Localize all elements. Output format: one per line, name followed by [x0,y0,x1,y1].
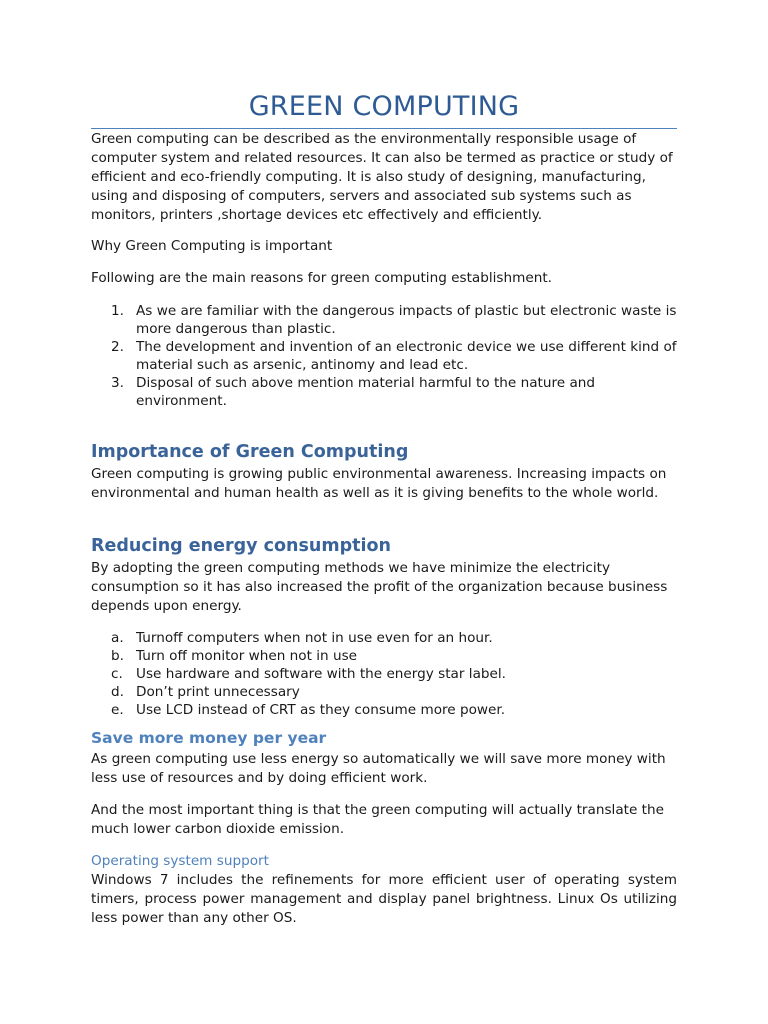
list-item-text: Use hardware and software with the energy star label. [136,666,506,682]
money-paragraph-1: As green computing use less energy so automatically we will save more money with less use of resources and by doing efficient work. [91,751,666,786]
list-item-text: The development and invention of an electronic device we use different kind of material such as arsenic, antinomy and lead etc. [136,339,677,373]
list-marker: 1. [111,303,124,319]
energy-paragraph: By adopting the green computing methods we have minimize the electricity consumption so it has also increased the profit of the organization because business depends upon energy. [91,560,668,614]
list-marker: b. [111,648,124,664]
list-item-text: Use LCD instead of CRT as they consume more power. [136,702,506,718]
list-item-text: Disposal of such above mention material harmful to the nature and environment. [136,375,596,409]
list-item [91,683,677,701]
title-underline [91,128,677,129]
list-item-text: Don’t print unnecessary [136,684,300,700]
list-item [91,374,677,410]
list-item-text: Turnoff computers when not in use even for an hour. [136,630,493,646]
list-marker: 3. [111,375,124,391]
why-heading: Why Green Computing is important [91,238,333,254]
list-marker: a. [111,630,124,646]
os-heading: Operating system support [91,853,269,869]
importance-paragraph: Green computing is growing public environmental awareness. Increasing impacts on environmental and human health as well as it is giving benefits to the whole world. [91,466,667,501]
money-paragraph-2: And the most important thing is that the green computing will actually translate the much lower carbon dioxide emission. [91,802,664,837]
os-paragraph: Windows 7 includes the refinements for more efficient user of operating system timers, process power management and display panel brightness. Linux Os utilizing less power than any other OS. [91,872,677,926]
energy-tips-list [91,629,677,719]
list-marker: c. [111,666,123,682]
list-item-text: Turn off monitor when not in use [136,648,358,664]
list-item [91,647,677,665]
list-item [91,701,677,719]
list-marker: 2. [111,339,124,355]
list-item [91,338,677,374]
page-title: GREEN COMPUTING [248,91,520,122]
list-item [91,629,677,647]
reasons-list [91,302,677,410]
following-paragraph: Following are the main reasons for green computing establishment. [91,270,553,286]
list-marker: e. [111,702,124,718]
money-heading: Save more money per year [91,729,327,747]
intro-paragraph: Green computing can be described as the environmentally responsible usage of computer system and related resources. It can also be termed as practice or study of efficient and eco-friendly computing. It is also study of designing, manufacturing, using and disposing of computers, servers and associated sub systems such as monitors, printers ,shortage devices etc effectively and efficiently. [91,131,673,223]
importance-heading: Importance of Green Computing [91,442,409,462]
list-marker: d. [111,684,124,700]
list-item-text: As we are familiar with the dangerous impacts of plastic but electronic waste is more dangerous than plastic. [136,303,677,337]
list-item [91,665,677,683]
list-item [91,302,677,338]
energy-heading: Reducing energy consumption [91,536,391,556]
